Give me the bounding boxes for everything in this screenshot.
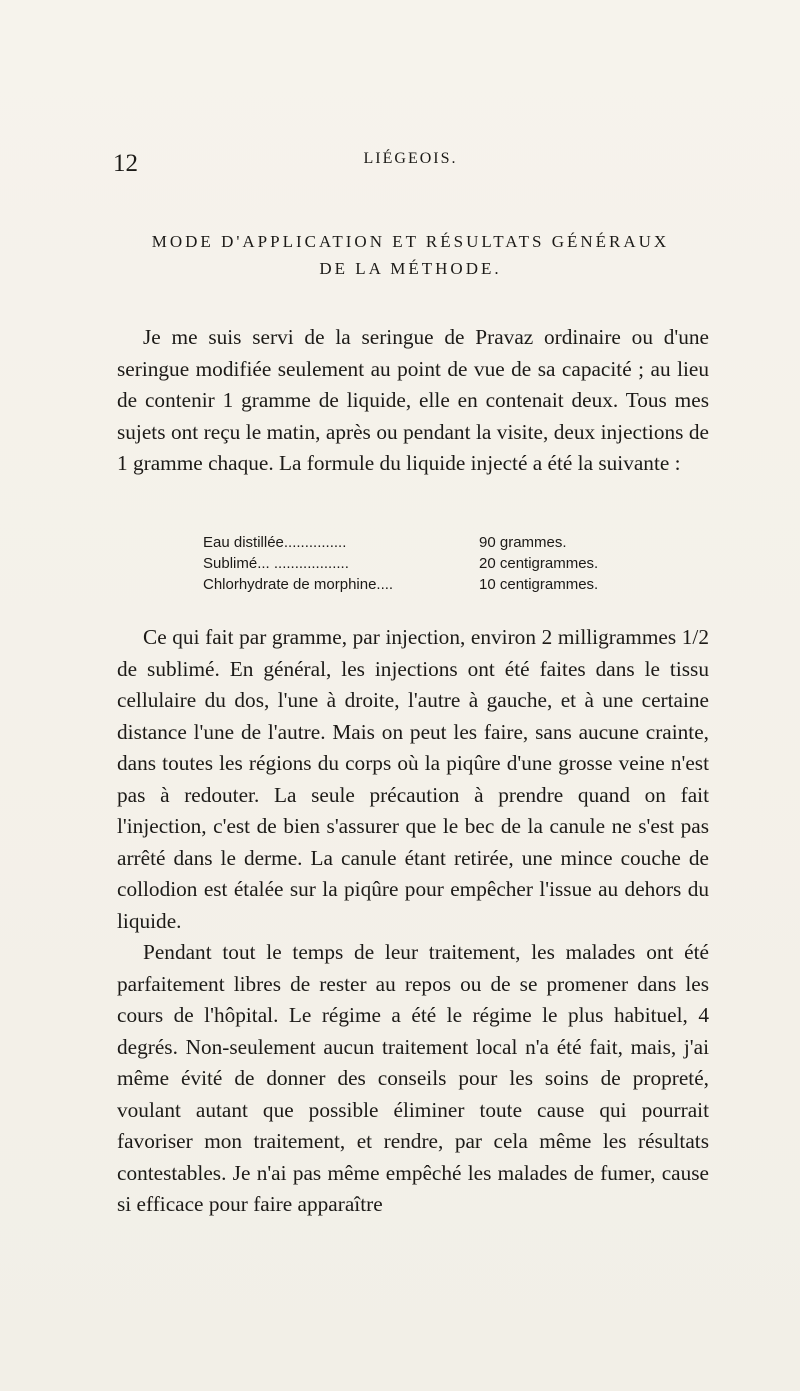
formula-row	[203, 553, 663, 574]
paragraph-1	[117, 322, 709, 480]
page-number: 12	[113, 150, 138, 177]
section-title	[113, 228, 708, 282]
page-header	[113, 150, 708, 178]
formula-ingredient: Sublimé... ..................	[203, 555, 349, 572]
formula-row	[203, 532, 663, 553]
formula-quantity: 10 centigrammes.	[479, 576, 599, 593]
paragraph-1-text: Je me suis servi de la seringue de Pravaz ordinaire ou d'une seringue modifiée seulement au point de vue de sa capacité ; au lieu de contenir 1 gramme de liquide, elle en contenait deux. Tous mes sujets ont reçu le matin, après ou pendant la visite, deux injections de 1 gramme chaque. La formule du liquide injecté a été la suivante :	[117, 325, 709, 475]
paragraph-3-text: Pendant tout le temps de leur traitement, les malades ont été parfaitement libres de rester au repos ou de se promener dans les cours de l'hôpital. Le régime a été le régime le plus habituel, 4 degrés. Non-seulement aucun traitement local n'a été fait, mais, j'ai même évité de donner des conseils pour les soins de propreté, voulant autant que possible éliminer toute cause qui pourrait favoriser mon traitement, et rendre, par cela même les résultats contestables. Je n'ai pas même empêché les malades de fumer, cause si efficace pour faire apparaître	[117, 940, 709, 1216]
formula-row	[203, 574, 663, 595]
paragraph-2-text: Ce qui fait par gramme, par injection, environ 2 milligrammes 1/2 de sublimé. En général, les injections ont été faites dans le tissu cellulaire du dos, l'une à droite, l'autre à gauche, et à une certaine distance l'une de l'autre. Mais on peut les faire, sans aucune crainte, dans toutes les régions du corps où la piqûre d'une grosse veine n'est pas à redouter. La seule précaution à prendre quand on fait l'injection, c'est de bien s'assurer que le bec de la canule ne s'est pas arrêté dans le derme. La canule étant retirée, une mince couche de collodion est étalée sur la piqûre pour empêcher l'issue au dehors du liquide.	[117, 625, 709, 933]
formula-ingredient: Eau distillée...............	[203, 534, 347, 551]
running-title: LIÉGEOIS.	[363, 150, 458, 167]
section-title-line-1: MODE D'APPLICATION ET RÉSULTATS GÉNÉRAUX	[151, 232, 670, 251]
formula-table	[203, 532, 663, 595]
formula-quantity: 90 grammes.	[479, 534, 567, 551]
body-continuation	[117, 622, 709, 1221]
formula-ingredient: Chlorhydrate de morphine....	[203, 576, 394, 593]
section-title-line-2: DE LA MÉTHODE.	[319, 259, 502, 278]
formula-quantity: 20 centigrammes.	[479, 555, 599, 572]
